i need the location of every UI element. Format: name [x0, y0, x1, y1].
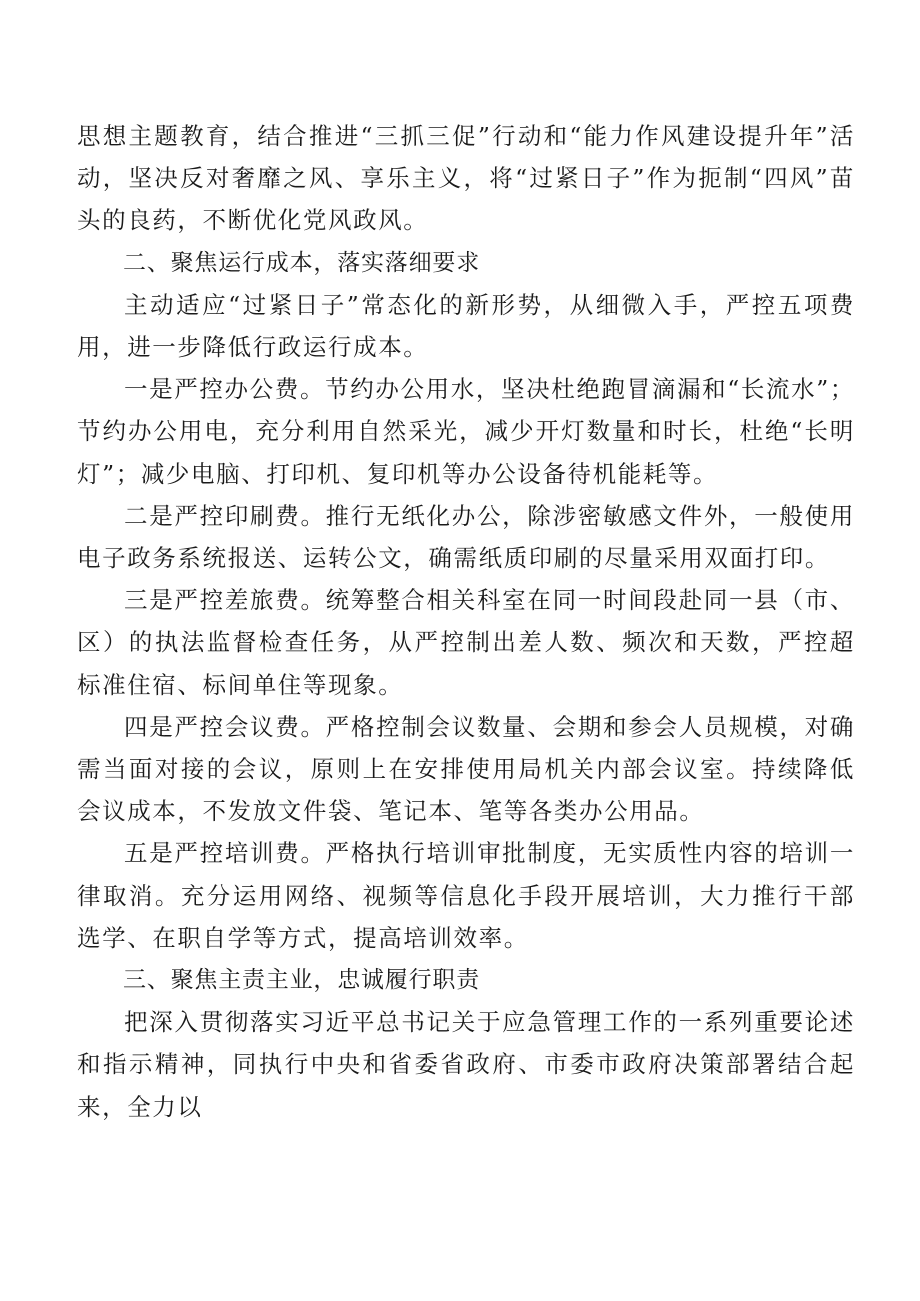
paragraph-training-expense: 五是严控培训费。严格执行培训审批制度，无实质性内容的培训一律取消。充分运用网络、视频等信息化手段开展培训，大力推行干部选学、在职自学等方式，提高培训效率。	[77, 839, 855, 952]
paragraph-intro: 主动适应“过紧日子”常态化的新形势，从细微入手，严控五项费用，进一步降低行政运行成本。	[77, 290, 855, 362]
document-body	[77, 115, 855, 1128]
paragraph-continued: 思想主题教育，结合推进“三抓三促”行动和“能力作风建设提升年”活动，坚决反对奢靡之风、享乐主义，将“过紧日子”作为扼制“四风”苗头的良药，不断优化党风政风。	[77, 122, 855, 235]
section-heading-3: 三、聚焦主责主业，忠诚履行职责	[123, 967, 480, 994]
paragraph-meeting-expense: 四是严控会议费。严格控制会议数量、会期和参会人员规模，对确需当面对接的会议，原则上在安排使用局机关内部会议室。持续降低会议成本，不发放文件袋、笔记本、笔等各类办公用品。	[77, 712, 855, 826]
paragraph-duties: 把深入贯彻落实习近平总书记关于应急管理工作的一系列重要论述和指示精神，同执行中央和省委省政府、市委市政府决策部署结合起来，全力以	[77, 1008, 855, 1121]
section-heading-2: 二、聚焦运行成本，落实落细要求	[123, 249, 480, 276]
paragraph-printing-expense: 二是严控印刷费。推行无纸化办公，除涉密敏感文件外，一般使用电子政务系统报送、运转公文，确需纸质印刷的尽量采用双面打印。	[77, 501, 855, 573]
paragraph-travel-expense: 三是严控差旅费。统筹整合相关科室在同一时间段赴同一县（市、区）的执法监督检查任务，从严控制出差人数、频次和天数，严控超标准住宿、标间单住等现象。	[77, 586, 855, 699]
paragraph-office-expense: 一是严控办公费。节约办公用水，坚决杜绝跑冒滴漏和“长流水”；节约办公用电，充分利用自然采光，减少开灯数量和时长，杜绝“长明灯”；减少电脑、打印机、复印机等办公设备待机能耗等。	[77, 375, 855, 488]
